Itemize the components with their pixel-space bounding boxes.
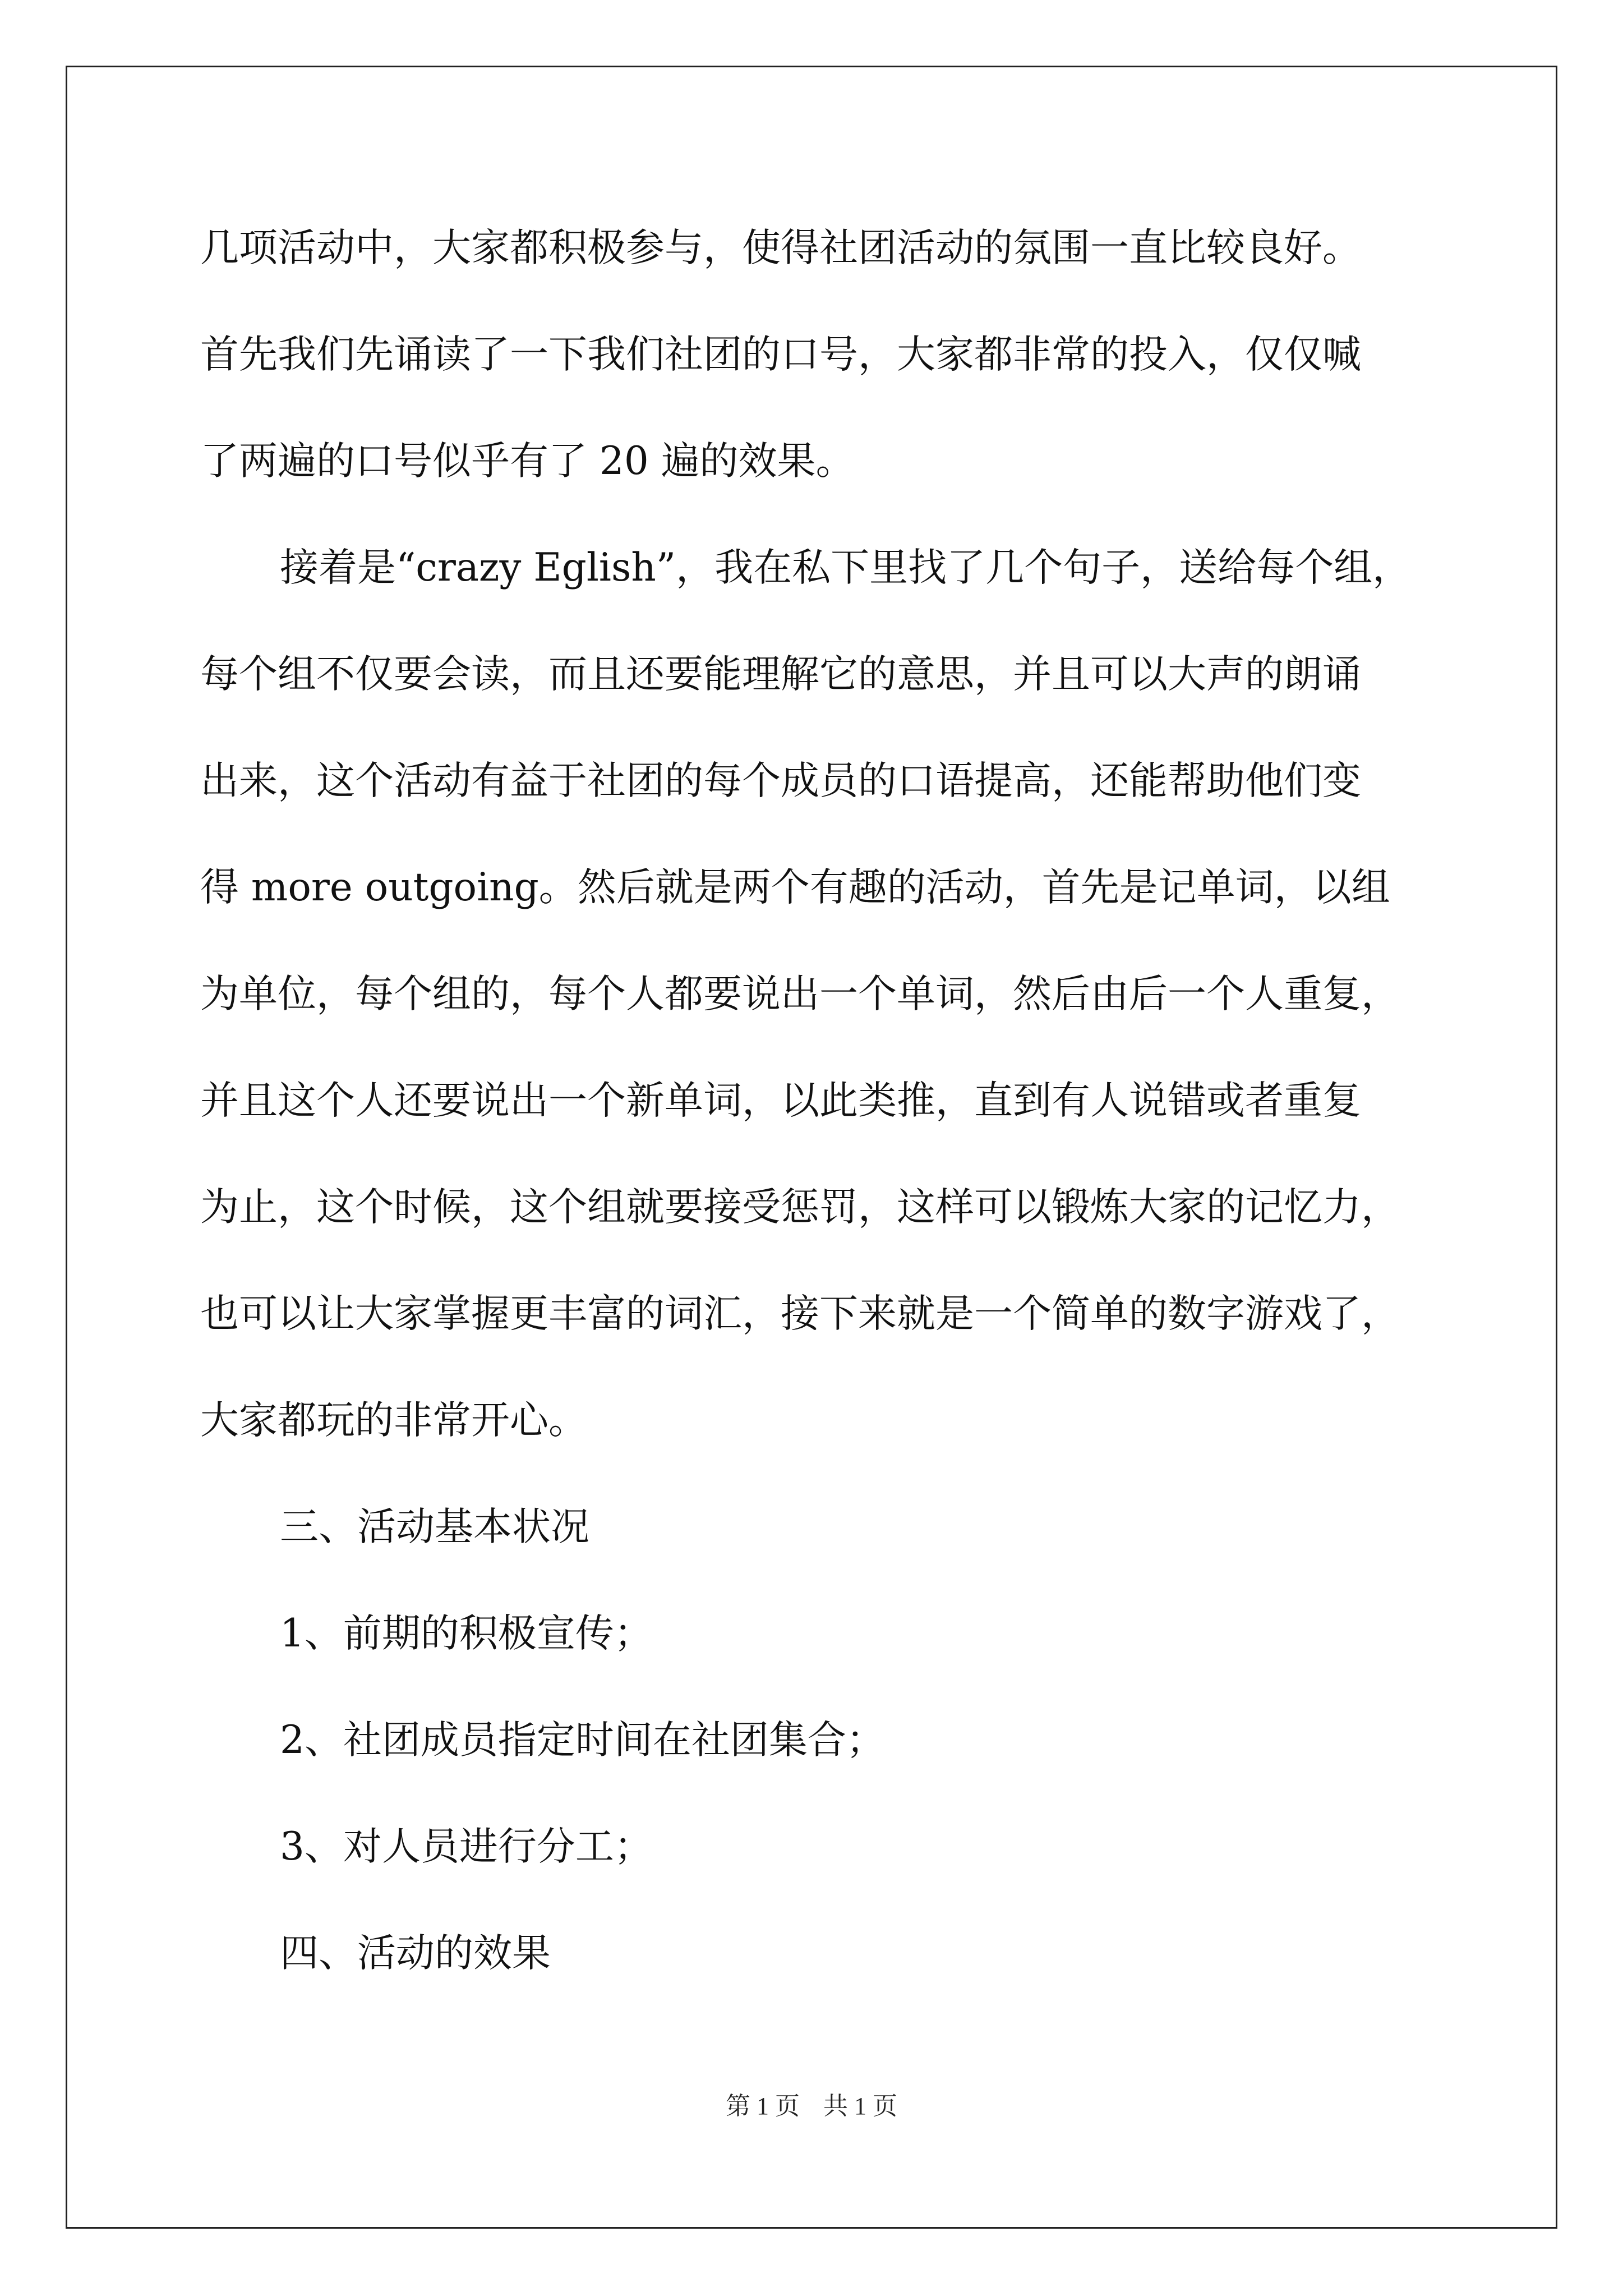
paragraph-line: 出来，这个活动有益于社团的每个成员的口语提高，还能帮助他们变 [200, 758, 1361, 803]
paragraph-line: 得 more outgoing。然后就是两个有趣的活动，首先是记单词，以组 [200, 865, 1390, 910]
paragraph-line: 并且这个人还要说出一个新单词，以此类推，直到有人说错或者重复 [200, 1078, 1361, 1123]
page-number: 第 1 页 [726, 2092, 800, 2120]
list-item: 1、前期的积极宣传； [280, 1611, 653, 1656]
paragraph-line: 为止，这个时候，这个组就要接受惩罚，这样可以锻炼大家的记忆力， [200, 1185, 1400, 1230]
paragraph-line: 大家都玩的非常开心。 [200, 1398, 587, 1443]
page-total: 共 1 页 [823, 2092, 897, 2120]
paragraph-line: 首先我们先诵读了一下我们社团的口号，大家都非常的投入，仅仅喊 [200, 332, 1361, 377]
section-heading: 三、活动基本状况 [280, 1504, 589, 1549]
section-heading: 四、活动的效果 [280, 1931, 551, 1976]
paragraph-line: 为单位，每个组的，每个人都要说出一个单词，然后由后一个人重复， [200, 972, 1400, 1016]
page-footer [0, 2092, 1623, 2120]
paragraph-line: 几项活动中，大家都积极参与，使得社团活动的氛围一直比较良好。 [200, 226, 1361, 270]
paragraph-line: 了两遍的口号似乎有了 20 遍的效果。 [200, 439, 855, 484]
paragraph-line: 也可以让大家掌握更丰富的词汇，接下来就是一个简单的数字游戏了， [200, 1291, 1400, 1336]
paragraph-line: 接着是“crazy Eglish”，我在私下里找了几个句子，送给每个组， [280, 545, 1412, 590]
paragraph-line: 每个组不仅要会读，而且还要能理解它的意思，并且可以大声的朗诵 [200, 652, 1361, 697]
list-item: 2、社团成员指定时间在社团集合； [280, 1718, 885, 1763]
list-item: 3、对人员进行分工； [280, 1824, 653, 1869]
page-border [66, 66, 1557, 2229]
